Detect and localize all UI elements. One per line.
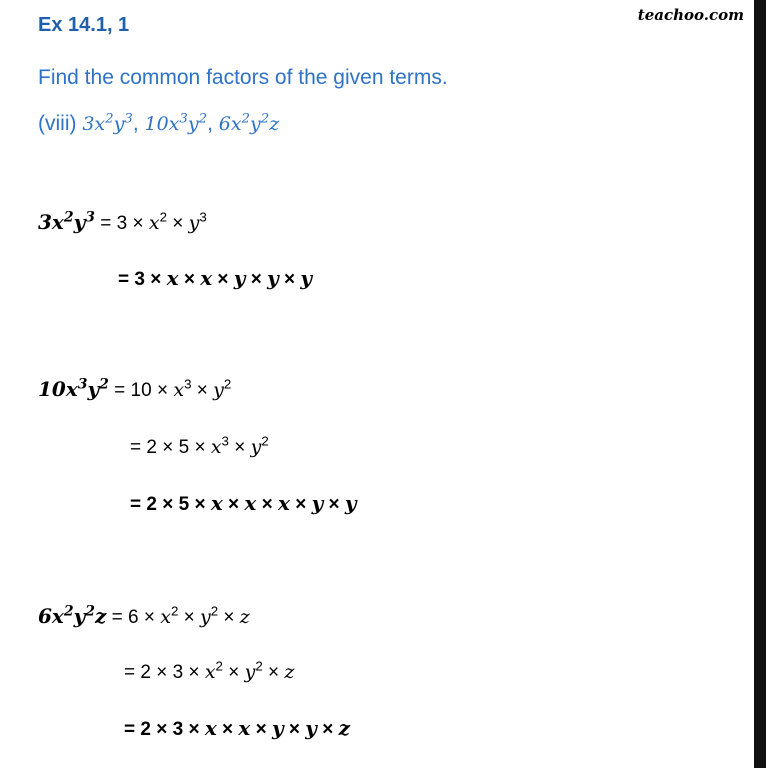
term-2-label: $10x^3y^2$ — [38, 376, 109, 401]
term-1-label: $3x^2y^3$ — [38, 209, 95, 234]
exercise-title: Ex 14.1, 1 — [38, 14, 130, 36]
term-1-step-1: = $3 \times x^2 \times y^3$ — [100, 209, 207, 234]
term-3-label: $6x^2y^2z$ — [38, 603, 107, 628]
term-1-step-2: = 3 × x × x × y × y × y — [118, 266, 312, 290]
teachoo-watermark: teachoo.com — [637, 6, 744, 24]
term-2-step-3: = 2 × 5 × x × x × x × y × y — [130, 491, 357, 515]
term-2-step-2: = $2 \times 5 \times x^3 \times y^2$ — [130, 433, 269, 458]
term-3-step-1: = $6 \times x^2 \times y^2 \times z$ — [111, 603, 250, 628]
part-terms: $3x^2y^3$, $10x^3y^2$, $6x^2y^2z$ — [82, 111, 280, 135]
term-2-line-1 — [38, 377, 231, 402]
term-2-step-1: = $10 \times x^3 \times y^2$ — [114, 376, 232, 401]
scrollbar[interactable] — [754, 0, 766, 768]
question-part — [38, 112, 279, 136]
part-label: (viii) — [38, 112, 83, 135]
term-3-line-1 — [38, 604, 250, 629]
term-3-step-2: = $2 \times 3 \times x^2 \times y^2 \times z$ — [124, 658, 295, 683]
term-1-line-1 — [38, 210, 207, 235]
question-text: Find the common factors of the given terms. — [38, 66, 448, 89]
term-3-step-3: = 2 × 3 × x × x × y × y × z — [124, 716, 350, 740]
